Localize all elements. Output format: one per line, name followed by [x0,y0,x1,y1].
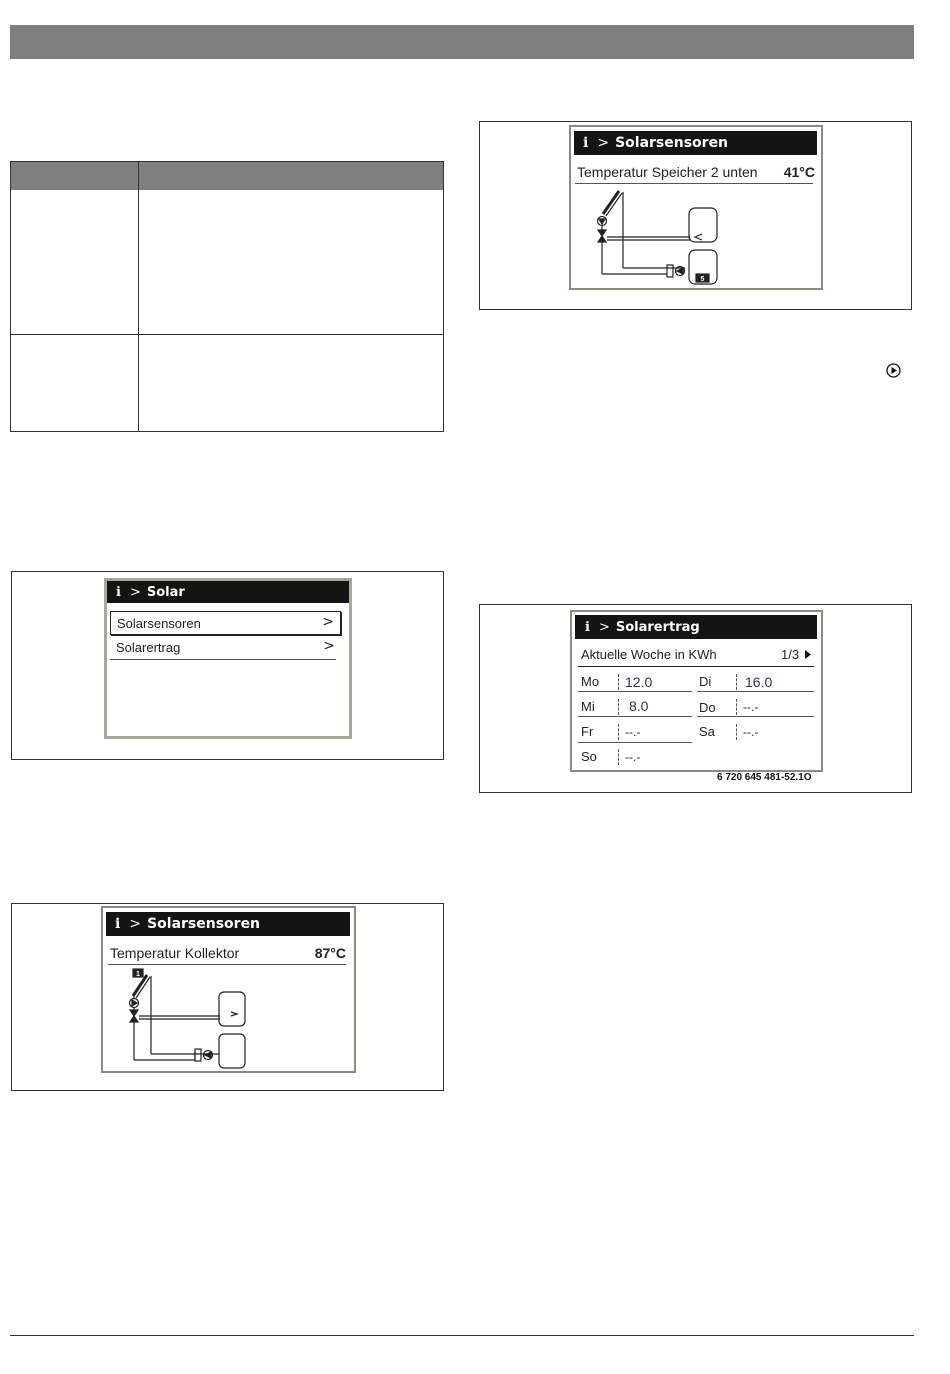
solar-system-diagram [589,182,729,286]
figure-solar-menu [11,571,444,760]
menu-item-label: Solarsensoren [117,616,201,631]
play-circle-icon [886,363,901,378]
screen-title: Solarertrag [615,619,700,635]
info-icon: i [116,584,121,600]
chevron-right-icon: > [322,614,334,630]
chevron-right-icon: > [323,638,335,654]
column-separator [618,724,619,740]
day-value: --.- [625,725,641,739]
info-icon: i [583,135,589,151]
triangle-right-icon[interactable] [805,650,811,659]
day-label: Mo [581,674,600,689]
breadcrumb-separator: > [598,619,610,635]
footer-rule [10,1335,914,1336]
menu-item-label: Solarertrag [116,640,181,655]
screen-title-bar [574,131,817,155]
screen-title-bar [575,615,817,639]
table-header [11,162,443,190]
day-label: Sa [699,724,715,739]
screen-title-bar [106,912,350,936]
screen-title-bar [107,581,349,603]
column-separator [618,674,619,690]
info-icon: i [115,916,121,932]
table-row-divider [11,334,443,335]
day-value: --.- [743,700,759,714]
day-label: So [581,749,597,764]
menu-item-solarertrag[interactable] [110,636,341,660]
divider [108,964,346,965]
figure-kollektor [11,903,444,1091]
sensor-label: Temperatur Kollektor [110,945,240,961]
day-value: --.- [743,725,759,739]
day-label: Fr [581,724,594,739]
row-line [697,691,814,692]
day-value: 16.0 [745,674,773,690]
day-value: 8.0 [629,698,649,714]
solar-collector-icon [603,191,619,214]
sensor-value: 41°C [783,164,815,180]
breadcrumb-separator: > [129,584,141,600]
day-label: Mi [581,699,595,714]
sensor-value: 87°C [314,945,346,961]
lcd-screen-solar [104,578,352,739]
table-column-divider [138,162,139,431]
lcd-screen-speicher [569,125,823,290]
lcd-screen-solarertrag [570,610,823,772]
solar-system-diagram [127,966,267,1070]
screen-title: Solarsensoren [147,916,261,932]
figure-speicher [479,121,912,310]
divider [578,666,814,667]
sensor-marker: 1 [136,971,140,978]
row-line [578,691,692,692]
row-line [578,716,692,717]
day-label: Di [699,674,712,689]
figure-reference-number: 6 720 645 481-52.1O [717,772,812,783]
day-value: --.- [625,750,641,764]
info-icon: i [585,619,590,635]
screen-title: Solarsensoren [615,135,729,151]
page-indicator[interactable]: 1/3 [781,647,800,662]
storage-tank-2-icon [219,1034,245,1068]
heat-exchanger-icon [195,1049,201,1061]
column-separator [736,724,737,740]
storage-tank-1-icon [219,992,245,1026]
info-table [10,161,444,432]
figure-solarertrag [479,604,912,793]
sensor-label: Temperatur Speicher 2 unten [577,164,758,180]
day-label: Do [699,700,716,715]
menu-divider [110,659,336,660]
screen-title: Solar [146,584,185,600]
lcd-screen-kollektor [101,906,356,1073]
week-subtitle: Aktuelle Woche in KWh [581,647,717,662]
breadcrumb-separator: > [597,135,610,151]
column-separator [618,749,619,765]
row-line [697,716,814,717]
sensor-marker: 5 [700,276,705,283]
breadcrumb-separator: > [129,916,142,932]
column-separator [618,699,619,715]
menu-item-solarsensoren[interactable] [110,611,341,635]
header-bar [10,25,914,59]
storage-tank-1-icon [689,208,717,242]
heat-exchanger-icon [667,265,673,277]
column-separator [736,674,737,690]
column-separator [736,699,737,715]
day-value: 12.0 [625,674,653,690]
row-line [578,742,692,743]
